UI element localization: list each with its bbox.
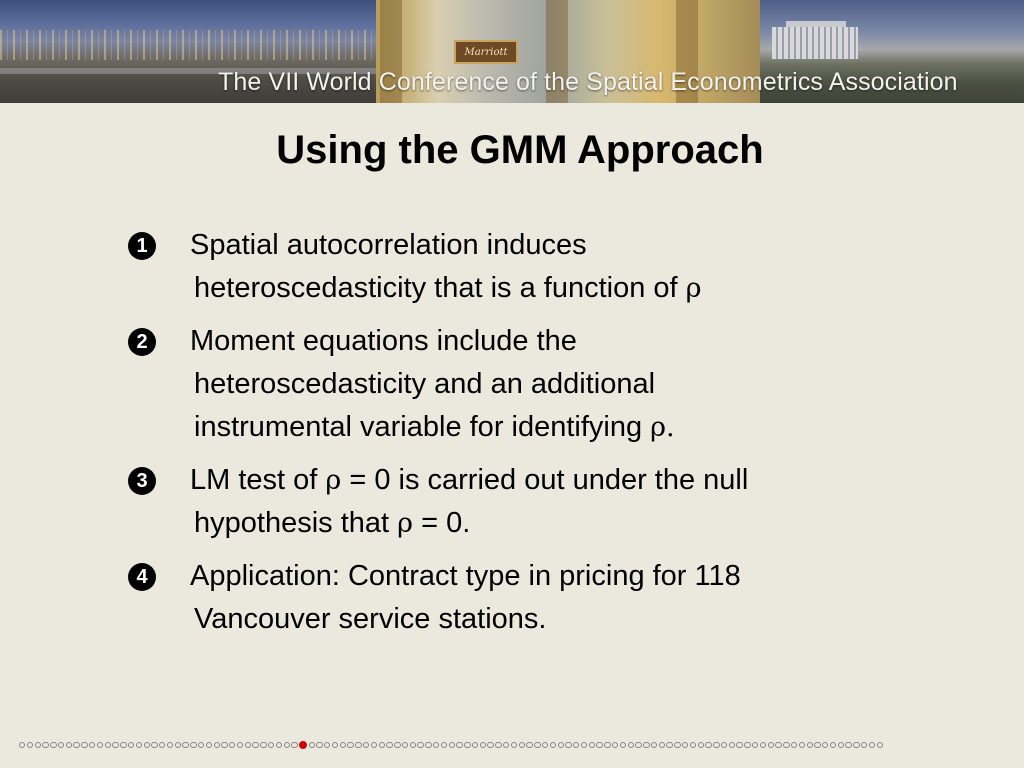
hotel-sign-logo: Marriott (454, 40, 518, 64)
bullet-text-line: heteroscedasticity and an additional (194, 368, 656, 400)
slide-nav-dot[interactable] (822, 742, 828, 748)
rho-symbol: ρ (397, 508, 414, 539)
slide-nav-dot[interactable] (410, 742, 416, 748)
bullet-text: instrumental variable for identifying (194, 411, 651, 443)
slide-nav-dot[interactable] (550, 742, 556, 748)
slide-nav-dot[interactable] (394, 742, 400, 748)
slide-nav-dot[interactable] (182, 742, 188, 748)
slide-nav-dot[interactable] (534, 742, 540, 748)
slide-nav-dot[interactable] (425, 742, 431, 748)
hotel-building (772, 27, 858, 59)
bullet-text-line (190, 406, 908, 449)
slide-nav-dot[interactable] (66, 742, 72, 748)
slide-nav-dot[interactable] (620, 742, 626, 748)
slide-nav-dot[interactable] (252, 742, 258, 748)
slide-nav-dot[interactable] (581, 742, 587, 748)
slide-nav-dot[interactable] (245, 742, 251, 748)
slide-nav-dot[interactable] (783, 742, 789, 748)
bullet-text-line (190, 459, 908, 502)
slide-nav-dot[interactable] (705, 742, 711, 748)
slide-nav-dot[interactable] (456, 742, 462, 748)
slide-nav-dot[interactable] (112, 742, 118, 748)
bullet-text-line: Application: Contract type in pricing for 118 (190, 560, 741, 592)
bullet-item (128, 320, 908, 449)
slide-nav-dot[interactable] (791, 742, 797, 748)
slide-nav-dot[interactable] (151, 742, 157, 748)
slide-nav-dot[interactable] (27, 742, 33, 748)
slide-nav-dot[interactable] (698, 742, 704, 748)
slide-nav-dot[interactable] (386, 742, 392, 748)
bullet-text-line: Moment equations include the (190, 325, 577, 357)
bullet-text: heteroscedasticity that is a function of (194, 272, 686, 304)
slide-nav-dot[interactable] (760, 742, 766, 748)
slide-nav-dot[interactable] (291, 742, 297, 748)
banner-title: The VII World Conference of the Spatial Econometrics Association (218, 68, 958, 96)
rho-symbol: ρ (685, 273, 702, 304)
slide-nav-dot[interactable] (768, 742, 774, 748)
slide-nav-dot[interactable] (120, 742, 126, 748)
slide-nav-dot[interactable] (472, 742, 478, 748)
slide-nav-dot[interactable] (495, 742, 501, 748)
slide-progress-nav (19, 740, 1019, 750)
slide-nav-dot[interactable] (651, 742, 657, 748)
slide-nav-dot[interactable] (402, 742, 408, 748)
slide-nav-dot[interactable] (50, 742, 56, 748)
slide-nav-dot[interactable] (89, 742, 95, 748)
slide-nav-dot[interactable] (73, 742, 79, 748)
slide-nav-dot[interactable] (612, 742, 618, 748)
slide-nav-dot[interactable] (589, 742, 595, 748)
slide-nav-dot[interactable] (42, 742, 48, 748)
slide-nav-dot[interactable] (565, 742, 571, 748)
slide-nav-dot[interactable] (596, 742, 602, 748)
conference-banner (0, 0, 1024, 103)
slide-nav-dot[interactable] (807, 742, 813, 748)
slide-nav-dot[interactable] (464, 742, 470, 748)
bullet-text: = 0 is carried out under the null (341, 464, 749, 496)
slide-nav-dot[interactable] (260, 742, 266, 748)
slide-nav-dot[interactable] (229, 742, 235, 748)
rho-symbol: ρ. (650, 412, 675, 443)
slide-nav-dot[interactable] (449, 742, 455, 748)
slide-nav-dot[interactable] (221, 742, 227, 748)
bullet-text: = 0. (413, 507, 471, 539)
slide-nav-dot[interactable] (666, 742, 672, 748)
city-lights (0, 30, 376, 60)
slide-nav-dot[interactable] (729, 742, 735, 748)
bullet-text: LM test of (190, 464, 326, 496)
slide-nav-dot[interactable] (35, 742, 41, 748)
slide-nav-dot[interactable] (355, 742, 361, 748)
slide-nav-dot[interactable] (144, 742, 150, 748)
slide-nav-dot[interactable] (877, 742, 883, 748)
numbered-bullet-icon: 4 (128, 563, 156, 591)
rho-symbol: ρ (325, 465, 342, 496)
bullet-text-line: Vancouver service stations. (194, 603, 547, 635)
slide-nav-dot[interactable] (674, 742, 680, 748)
slide-nav-dot[interactable] (309, 742, 315, 748)
bullet-item (128, 555, 908, 641)
slide-nav-dot[interactable] (799, 742, 805, 748)
slide-nav-dot[interactable] (340, 742, 346, 748)
slide-nav-dot[interactable] (775, 742, 781, 748)
slide-nav-dot[interactable] (830, 742, 836, 748)
slide-nav-dot[interactable] (159, 742, 165, 748)
slide-nav-dot[interactable] (845, 742, 851, 748)
bullet-item (128, 224, 908, 310)
slide-nav-dot[interactable] (861, 742, 867, 748)
numbered-bullet-icon: 3 (128, 467, 156, 495)
slide-nav-dot[interactable] (190, 742, 196, 748)
slide-nav-dot[interactable] (58, 742, 64, 748)
slide-nav-dot[interactable] (503, 742, 509, 748)
slide-nav-dot[interactable] (628, 742, 634, 748)
slide-nav-dot[interactable] (136, 742, 142, 748)
slide-nav-dot[interactable] (206, 742, 212, 748)
slide-nav-dot[interactable] (433, 742, 439, 748)
slide-nav-dot[interactable] (417, 742, 423, 748)
slide-nav-dot[interactable] (713, 742, 719, 748)
slide-nav-dot[interactable] (659, 742, 665, 748)
slide-nav-dot[interactable] (721, 742, 727, 748)
slide-nav-dot[interactable] (81, 742, 87, 748)
slide-nav-dot[interactable] (690, 742, 696, 748)
bullet-text-line (190, 267, 908, 310)
slide-title: Using the GMM Approach (276, 128, 764, 172)
slide-nav-dot[interactable] (167, 742, 173, 748)
slide-nav-dot[interactable] (542, 742, 548, 748)
slide-nav-dot[interactable] (268, 742, 274, 748)
slide-nav-dot[interactable] (316, 742, 322, 748)
slide-nav-dot[interactable] (814, 742, 820, 748)
slide-nav-dot[interactable] (214, 742, 220, 748)
slide-nav-dot[interactable] (19, 742, 25, 748)
slide-nav-dot[interactable] (284, 742, 290, 748)
bullet-list (128, 224, 908, 651)
slide-nav-dot[interactable] (604, 742, 610, 748)
slide-nav-dot[interactable] (573, 742, 579, 748)
slide-nav-dot[interactable] (511, 742, 517, 748)
bullet-item (128, 459, 908, 545)
slide-nav-dot[interactable] (332, 742, 338, 748)
numbered-bullet-icon: 2 (128, 328, 156, 356)
slide-nav-dot[interactable] (363, 742, 369, 748)
slide-nav-dot[interactable] (175, 742, 181, 748)
slide-nav-dot[interactable] (744, 742, 750, 748)
bullet-text-line (190, 502, 908, 545)
slide-nav-dot[interactable] (379, 742, 385, 748)
slide-nav-dot[interactable] (487, 742, 493, 748)
current-slide-dot[interactable] (299, 741, 307, 749)
slide-nav-dot[interactable] (752, 742, 758, 748)
slide-nav-dot[interactable] (736, 742, 742, 748)
slide-nav-dot[interactable] (526, 742, 532, 748)
slide-nav-dot[interactable] (838, 742, 844, 748)
bullet-text: hypothesis that (194, 507, 398, 539)
slide-nav-dot[interactable] (635, 742, 641, 748)
bullet-text-line: Spatial autocorrelation induces (190, 229, 587, 261)
slide-nav-dot[interactable] (198, 742, 204, 748)
slide-nav-dot[interactable] (371, 742, 377, 748)
slide-nav-dot[interactable] (643, 742, 649, 748)
slide-nav-dot[interactable] (347, 742, 353, 748)
slide-nav-dot[interactable] (97, 742, 103, 748)
slide-nav-dot[interactable] (441, 742, 447, 748)
slide-nav-dot[interactable] (276, 742, 282, 748)
slide-nav-dot[interactable] (128, 742, 134, 748)
slide-nav-dot[interactable] (682, 742, 688, 748)
slide-nav-dot[interactable] (237, 742, 243, 748)
slide-nav-dot[interactable] (519, 742, 525, 748)
slide-nav-dot[interactable] (480, 742, 486, 748)
slide-nav-dot[interactable] (324, 742, 330, 748)
slide-nav-dot[interactable] (558, 742, 564, 748)
slide-nav-dot[interactable] (853, 742, 859, 748)
slide-nav-dot[interactable] (869, 742, 875, 748)
slide-nav-dot[interactable] (105, 742, 111, 748)
numbered-bullet-icon: 1 (128, 232, 156, 260)
